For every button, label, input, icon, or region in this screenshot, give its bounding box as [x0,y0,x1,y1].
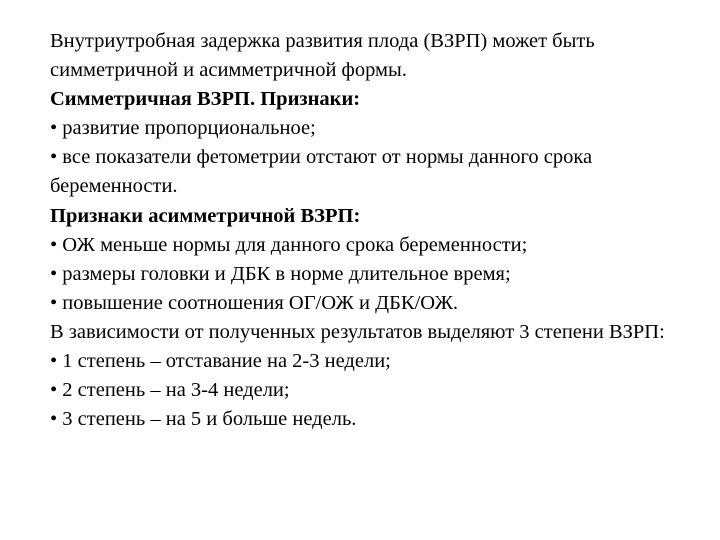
degree-item: • 1 степень – отставание на 2-3 недели; [50,350,391,373]
degrees-intro: В зависимости от полученных результатов выделяют 3 степени ВЗРП: [50,320,665,343]
slide-text-block [50,27,670,434]
symmetric-item: • все показатели фетометрии отстают от нормы данного срока беременности. [50,146,593,198]
degree-item: • 3 степень – на 5 и больше недель. [50,408,357,431]
asymmetric-heading: Признаки асимметричной ВЗРП: [50,204,361,227]
asymmetric-item: • размеры головки и ДБК в норме длительное время; [50,262,511,285]
symmetric-item: • развитие пропорциональное; [50,117,316,140]
symmetric-heading: Симметричная ВЗРП. Признаки: [50,88,361,111]
asymmetric-item: • повышение соотношения ОГ/ОЖ и ДБК/ОЖ. [50,291,459,314]
intro-paragraph: Внутриутробная задержка развития плода (ВЗРП) может быть симметричной и асимметричной формы. [50,30,595,82]
asymmetric-item: • ОЖ меньше нормы для данного срока беременности; [50,233,528,256]
degree-item: • 2 степень – на 3-4 недели; [50,379,290,402]
